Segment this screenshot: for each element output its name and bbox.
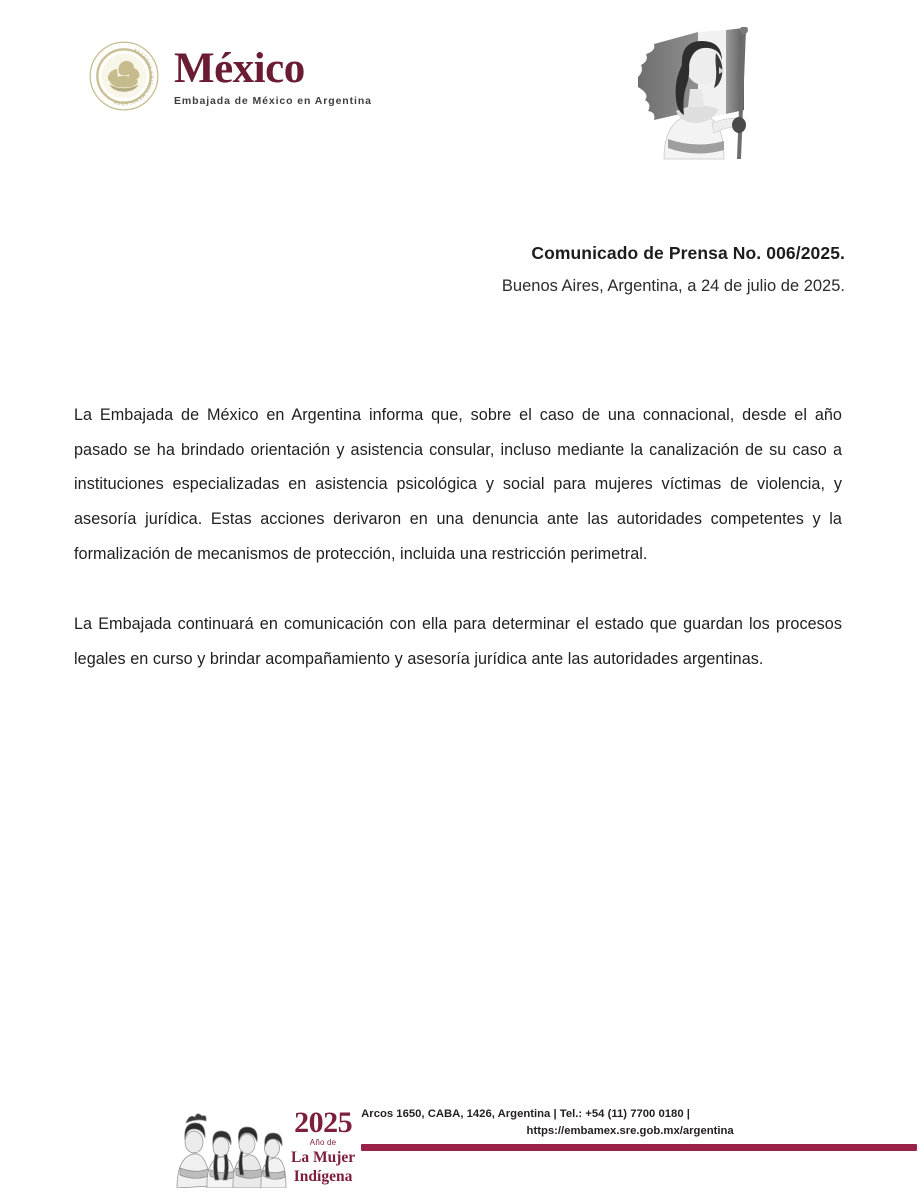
document-footer	[0, 1080, 919, 1200]
footer-contact-block	[361, 1096, 917, 1151]
svg-text:ESTADOS UNIDOS MEXICANOS: ESTADOS UNIDOS MEXICANOS	[112, 47, 155, 107]
year-number: 2025	[294, 1106, 353, 1139]
year-lockup	[291, 1096, 355, 1186]
body-paragraph-2: La Embajada continuará en comunicación con ella para determinar el estado que guardan los procesos legales en curso y brindar acompañamiento y asesoría jurídica ante las autoridades argentinas.	[74, 615, 842, 669]
dateline: Buenos Aires, Argentina, a 24 de julio de 2025.	[501, 277, 845, 295]
footer-address: Arcos 1650, CABA, 1426, Argentina | Tel.: +54 (11) 7700 0180 |	[361, 1108, 690, 1120]
year-name-line-2: Indígena	[293, 1168, 353, 1186]
title-block	[0, 243, 845, 296]
press-release-number: Comunicado de Prensa No. 006/2025.	[531, 243, 845, 263]
year-name-line-1: La Mujer	[291, 1149, 356, 1166]
footer-accent-bar	[361, 1144, 917, 1151]
year-prefix: Año de	[309, 1138, 337, 1147]
brand-title: México	[174, 45, 305, 92]
brand-text-block	[174, 45, 372, 107]
indigenous-women-illustration-icon	[175, 1096, 287, 1188]
woman-with-mexican-flag-illustration-icon	[620, 27, 760, 162]
document-body	[74, 398, 842, 677]
document-header	[0, 0, 919, 175]
embassy-branding	[88, 40, 372, 112]
body-paragraph-1: La Embajada de México en Argentina informa que, sobre el caso de una connacional, desde el año pasado se ha brindado orientación y asistencia consular, incluso mediante la canalización de su caso a instituciones especializadas en asistencia psicológica y social para mujeres víctimas de violencia, y asesoría jurídica. Estas acciones derivaron en una denuncia ante las autoridades competentes y la formalización de mecanismos de protección, incluida una restricción perimetral.	[74, 406, 842, 563]
footer-website[interactable]: https://embamex.sre.gob.mx/argentina	[526, 1124, 734, 1137]
mexico-coat-of-arms-seal-icon	[88, 40, 160, 112]
brand-subtitle: Embajada de México en Argentina	[174, 95, 372, 107]
